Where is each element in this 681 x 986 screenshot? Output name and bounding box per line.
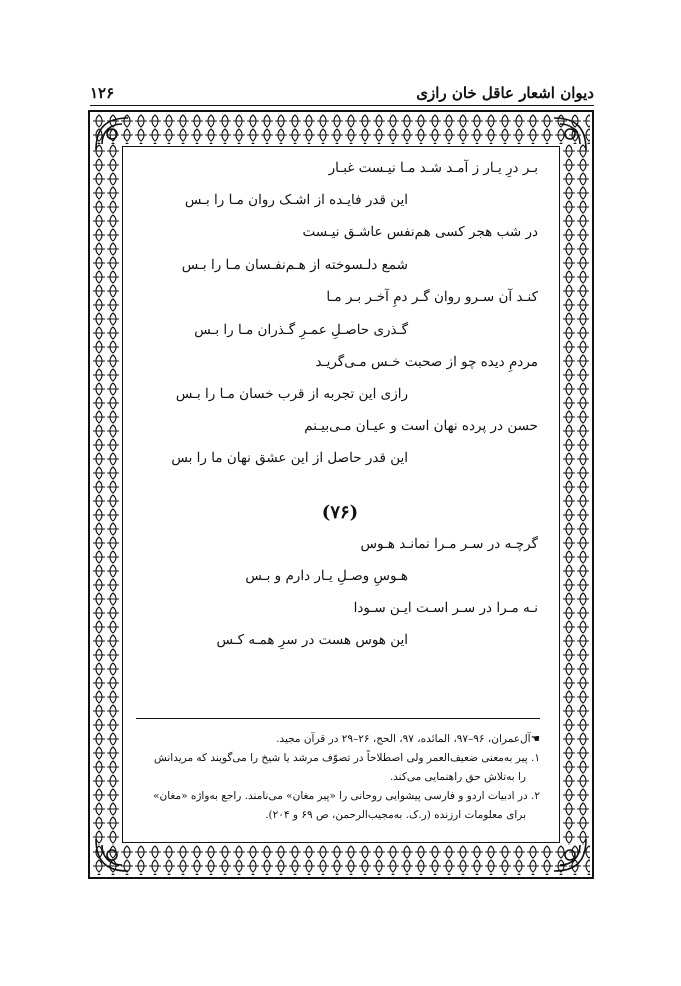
verse-line: کنـد آن سـرو روان گـر دمِ آخـر بـر مـا: [326, 289, 538, 305]
footnote-2-continued: برای معلومات ارزنده (ر.ک. به‌مجیب‌الرحمن، ص ۶۹ و ۲۰۴).: [265, 809, 526, 821]
verse-line: این قدر فایـده از اشـک روان مـا را بـس: [184, 192, 408, 208]
footnote-1-continued: را به‌تلاش حق راهنمایی می‌کند.: [389, 771, 526, 783]
running-title: دیوان اشعار عاقل خان رازی: [416, 84, 594, 102]
verse-line: نـه مـرا در سـر اسـت ایـن سـودا: [353, 600, 538, 616]
verse-line: این قدر حاصل از این عشق نهان ما را بس: [171, 450, 408, 466]
corner-ornament-icon: [550, 114, 590, 154]
ornamental-border-icon: [92, 845, 590, 875]
verse-line: گـذری حاصـلِ عمـرِ گـذران مـا را بـس: [194, 322, 408, 338]
footnote-reference: ☚آل‌عمران، ۹۶–۹۷، المائده، ۹۷، الحج، ۲۶–۲۹ در قرآن مجید.: [276, 733, 540, 745]
corner-ornament-icon: [92, 114, 132, 154]
ornamental-border-icon: [562, 144, 590, 845]
verse-line: شمع دلـسوخته از هـم‌نفـسان مـا را بـس: [181, 257, 408, 273]
verse-line: مردمِ دیده چو از صحبت خـس مـی‌گریـد: [315, 354, 538, 370]
footnotes: [136, 730, 540, 825]
page-header: [90, 84, 594, 106]
verse-line: رازی این تجربه از قرب خسان مـا را بـس: [175, 386, 408, 402]
ornamental-border-icon: [92, 114, 590, 144]
verse-line: این هوس هست در سرِ همـه کـس: [216, 632, 408, 648]
header-rule: [90, 105, 594, 106]
footnote-rule: [136, 718, 540, 719]
poem-number: (۷۶): [321, 502, 359, 523]
pointing-hand-icon: ☚: [530, 733, 540, 745]
verse-line: گرچـه در سـر مـرا نمانـد هـوس: [360, 536, 538, 552]
footnote-1: ۱. پیر به‌معنی ضعیف‌العمر ولی اصطلاحاً در تصوّف مرشد یا شیخ را می‌گویند که مریدانش: [153, 752, 540, 764]
corner-ornament-icon: [550, 835, 590, 875]
verse-line: بـر درِ یـار ز آمـد شـد مـا نیـست غبـار: [328, 160, 538, 176]
page-number: ۱۲۶: [90, 84, 115, 102]
verse-line: در شب هجر کسی هم‌نفس عاشـق نیـست: [302, 224, 538, 240]
ornamental-border-icon: [92, 144, 120, 845]
verse-line: هـوسِ وصـلِ یـار دارم و بـس: [245, 568, 408, 584]
footnote-2: ۲. در ادبیات اردو و فارسی پیشوایی روحانی را «پیر مغان» می‌نامند. راجع به‌واژه «مغان»: [153, 790, 540, 802]
corner-ornament-icon: [92, 835, 132, 875]
verse-line: حسن در پرده نهان است و عیـان مـی‌بیـنم: [304, 418, 538, 434]
